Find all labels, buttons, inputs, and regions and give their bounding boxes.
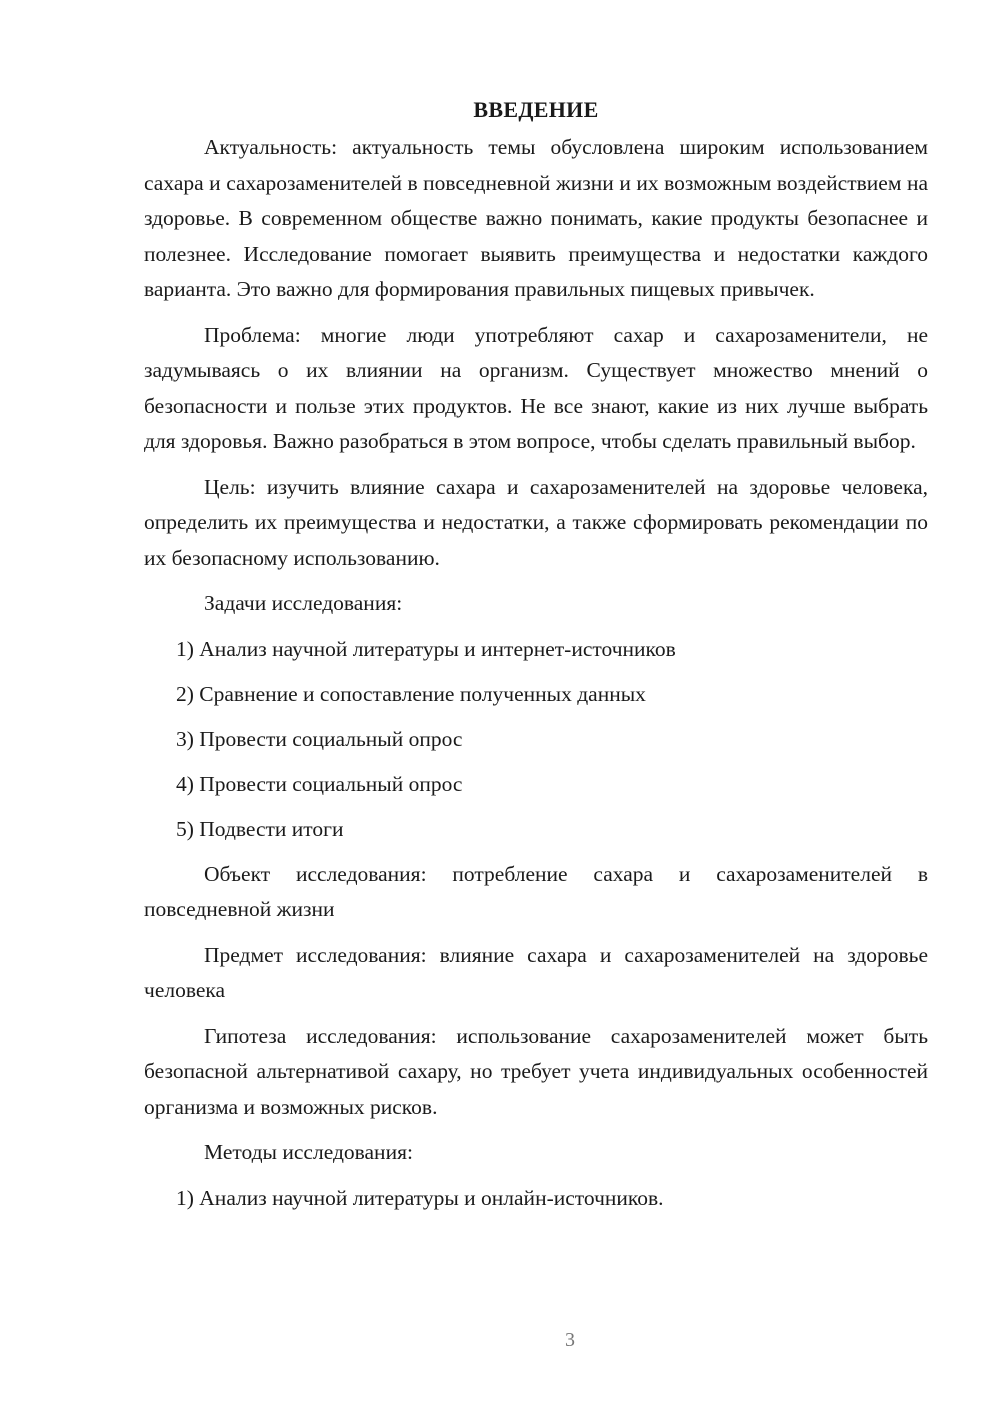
list-item: 1) Анализ научной литературы и интернет-источников <box>176 636 676 661</box>
object-paragraph: Объект исследования: потребление сахара и сахарозаменителей в повседневной жизни <box>144 861 928 922</box>
problem-paragraph: Проблема: многие люди употребляют сахар и сахарозаменители, не задумываясь о их влиянии на организм. Существует множество мнений о безопасности и пользе этих продуктов. Не все знают, какие из них лучше выбрать для здоровья. Важно разобраться в этом вопросе, чтобы сделать правильный выбор. <box>144 322 928 453</box>
section-title: ВВЕДЕНИЕ <box>473 97 599 122</box>
list-item: 3) Провести социальный опрос <box>176 726 463 751</box>
list-item: 5) Подвести итоги <box>176 816 344 841</box>
tasks-heading: Задачи исследования: <box>204 591 403 615</box>
list-item: 4) Провести социальный опрос <box>176 771 463 796</box>
goal-paragraph: Цель: изучить влияние сахара и сахарозаменителей на здоровье человека, определить их преимущества и недостатки, а также сформировать рекомендации по их безопасному использованию. <box>144 474 928 570</box>
list-item: 2) Сравнение и сопоставление полученных данных <box>176 681 646 706</box>
subject-paragraph: Предмет исследования: влияние сахара и сахарозаменителей на здоровье человека <box>144 942 928 1003</box>
relevance-paragraph: Актуальность: актуальность темы обусловлена широким использованием сахара и сахарозаменителей в повседневной жизни и их возможным воздействием на здоровье. В современном обществе важно понимать, какие продукты безопаснее и полезнее. Исследование помогает выявить преимущества и недостатки каждого варианта. Это важно для формирования правильных пищевых привычек. <box>144 135 928 301</box>
methods-list <box>144 1181 928 1217</box>
tasks-list <box>144 632 928 848</box>
methods-heading: Методы исследования: <box>204 1140 413 1165</box>
document-page <box>144 92 928 1226</box>
list-item: 1) Анализ научной литературы и онлайн-источников. <box>176 1185 664 1210</box>
page-number: 3 <box>565 1329 575 1351</box>
hypothesis-paragraph: Гипотеза исследования: использование сахарозаменителей может быть безопасной альтернативой сахару, но требует учета индивидуальных особенностей организма и возможных рисков. <box>144 1023 928 1119</box>
